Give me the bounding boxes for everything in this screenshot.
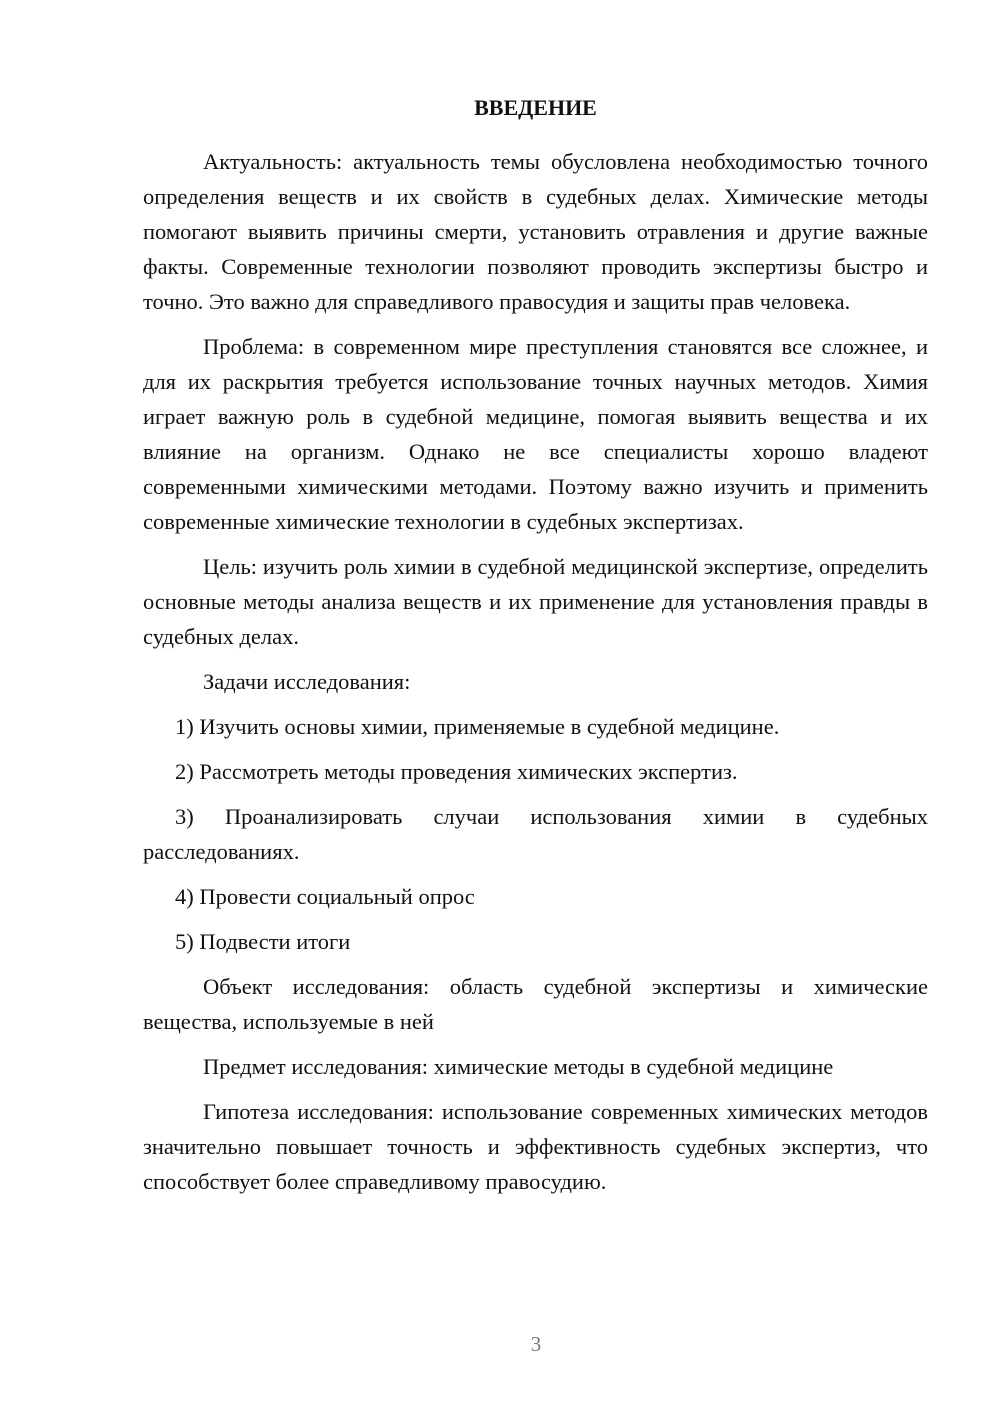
- paragraph-problem: Проблема: в современном мире преступления становятся все сложнее, и для их раскрытия требуется использование точных научных методов. Химия играет важную роль в судебной медицине, помогая выявить вещества и их влияние на организм. Однако не все специалисты хорошо владеют современными химическими методами. Поэтому важно изучить и применить современные химические технологии в судебных экспертизах.: [143, 334, 928, 534]
- document-title: ВВЕДЕНИЕ: [474, 95, 597, 120]
- paragraph-relevance: Актуальность: актуальность темы обусловлена необходимостью точного определения веществ и их свойств в судебных делах. Химические методы помогают выявить причины смерти, установить отравления и другие важные факты. Современные технологии позволяют проводить экспертизы быстро и точно. Это важно для справедливого правосудия и защиты прав человека.: [143, 149, 928, 314]
- task-item-5: 5) Подвести итоги: [175, 929, 351, 954]
- task-item-3: 3) Проанализировать случаи использования химии в судебных расследованиях.: [143, 804, 928, 864]
- task-item-1: 1) Изучить основы химии, применяемые в судебной медицине.: [175, 714, 780, 739]
- page-number: 3: [530, 1332, 542, 1356]
- paragraph-subject: Предмет исследования: химические методы в судебной медицине: [203, 1054, 834, 1079]
- document-page: [143, 92, 928, 1209]
- task-item-4: 4) Провести социальный опрос: [175, 884, 475, 909]
- task-item-2: 2) Рассмотреть методы проведения химических экспертиз.: [175, 759, 738, 784]
- paragraph-goal: Цель: изучить роль химии в судебной медицинской экспертизе, определить основные методы анализа веществ и их применение для установления правды в судебных делах.: [143, 554, 928, 649]
- paragraph-hypothesis: Гипотеза исследования: использование современных химических методов значительно повышает точность и эффективность судебных экспертиз, что способствует более справедливому правосудию.: [143, 1099, 928, 1194]
- tasks-heading: Задачи исследования:: [203, 669, 411, 694]
- paragraph-object: Объект исследования: область судебной экспертизы и химические вещества, используемые в ней: [143, 974, 928, 1034]
